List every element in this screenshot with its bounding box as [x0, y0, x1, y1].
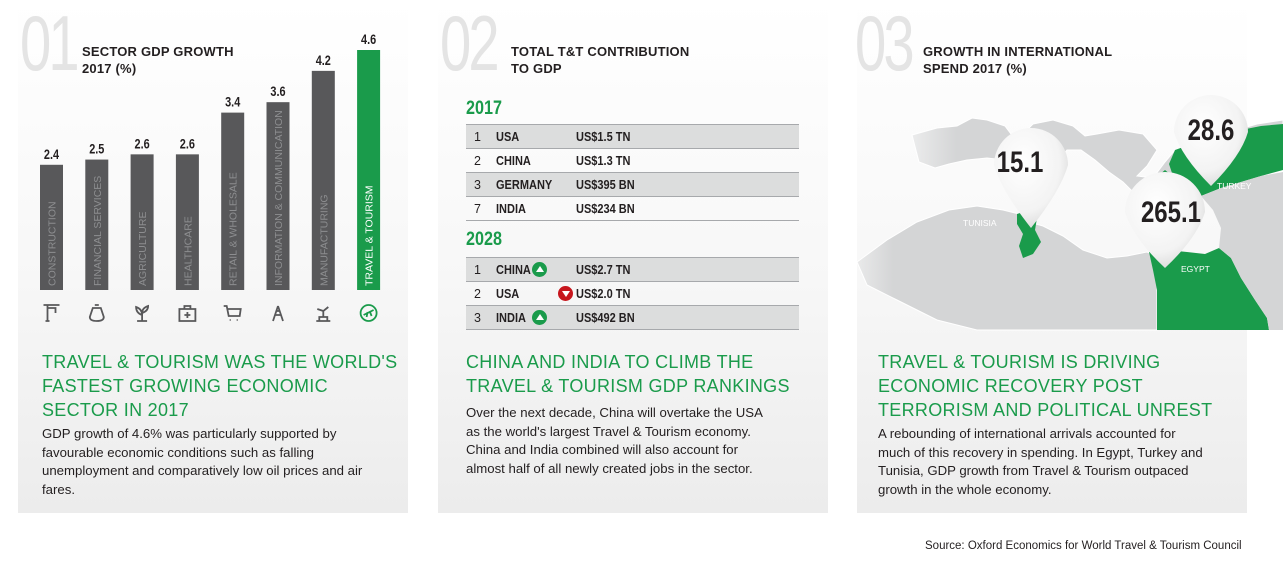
country: INDIA — [496, 202, 526, 216]
trend-down-icon — [558, 286, 573, 301]
headline-line: SECTOR IN 2017 — [42, 400, 189, 420]
gdp-value: US$234 BN — [576, 202, 635, 216]
airplane-icon — [361, 305, 377, 321]
panel-title-line: 2017 (%) — [82, 61, 137, 76]
marker-value-turkey: 28.6 — [1187, 112, 1235, 147]
table-row — [466, 173, 799, 197]
panel-body-text — [466, 404, 763, 478]
gdp-contribution-panel — [438, 0, 828, 513]
panel-headline — [466, 350, 790, 398]
crane-icon — [44, 305, 60, 321]
body-line: A rebounding of international arrivals accounted for — [878, 426, 1176, 441]
body-line: unemployment and comparatively low oil prices and air — [42, 463, 363, 478]
bar-value-label: 2.5 — [89, 141, 105, 157]
rank: 2 — [474, 154, 481, 168]
table-row — [466, 197, 799, 221]
ranking-table-2017 — [466, 124, 799, 221]
bar-value-label: 3.6 — [270, 83, 286, 100]
shopping-cart-icon — [224, 306, 241, 320]
table-row — [466, 306, 799, 330]
marker-value-tunisia: 15.1 — [996, 144, 1044, 179]
year-label-2028: 2028 — [466, 229, 502, 250]
country-label-tunisia: TUNISIA — [963, 218, 997, 228]
robot-arm-icon-glyph — [316, 307, 330, 321]
headline-line: CHINA AND INDIA TO CLIMB THE — [466, 352, 754, 372]
source-note: Source: Oxford Economics for World Travel & Tourism Council — [925, 540, 1242, 552]
bar-category-label: AGRICULTURE — [137, 211, 150, 286]
bar-value-label: 4.2 — [315, 52, 331, 69]
gdp-value: US$1.5 TN — [576, 130, 631, 144]
panel-body-text — [878, 425, 1203, 499]
international-spend-panel — [855, 0, 1252, 513]
body-line: almost half of all newly created jobs in the sector. — [466, 460, 753, 476]
body-line: much of this recovery in spending. In Egypt, Turkey and — [878, 444, 1203, 460]
headline-line: TERRORISM AND POLITICAL UNREST — [878, 400, 1213, 420]
bar-category-label: RETAIL & WHOLESALE — [227, 172, 240, 286]
body-line: China and India combined will also account for — [466, 442, 738, 457]
year-label-2017: 2017 — [466, 98, 502, 119]
bar-value-label: 2.6 — [134, 136, 150, 152]
body-line: Over the next decade, China will overtake the USA — [466, 405, 763, 420]
panel-number: 01 — [20, 0, 77, 87]
money-bag-icon — [90, 305, 104, 321]
panel-number: 02 — [440, 0, 497, 87]
trend-up-icon — [532, 310, 547, 325]
first-aid-icon-glyph — [179, 306, 195, 321]
table-row — [466, 258, 799, 282]
bar-value-label: 4.6 — [361, 31, 377, 48]
body-line: Tunisia, GDP growth from Travel & Tourism outpaced — [878, 463, 1189, 478]
country: GERMANY — [496, 178, 553, 192]
country: USA — [496, 287, 520, 301]
panel-body-text — [42, 425, 362, 499]
plant-icon-glyph — [136, 306, 148, 321]
country: USA — [496, 130, 520, 144]
country-label-egypt: EGYPT — [1181, 264, 1210, 274]
gdp-value: US$1.3 TN — [576, 154, 631, 168]
table-row — [466, 282, 799, 306]
bar-category-label: CONSTRUCTION — [46, 201, 59, 286]
bar-value-label: 2.4 — [43, 146, 60, 163]
rank: 3 — [474, 311, 481, 325]
body-line: growth in the whole economy. — [878, 481, 1052, 497]
panel-title-line: TO GDP — [511, 61, 562, 76]
headline-line: TRAVEL & TOURISM WAS THE WORLD'S — [42, 352, 398, 372]
marker-value-egypt: 265.1 — [1140, 194, 1202, 229]
body-line: GDP growth of 4.6% was particularly supported by — [42, 426, 337, 441]
plant-icon — [136, 306, 148, 321]
gdp-value: US$395 BN — [576, 178, 635, 192]
headline-line: TRAVEL & TOURISM GDP RANKINGS — [466, 376, 790, 396]
body-line: as the world's largest Travel & Tourism economy. — [466, 423, 751, 439]
ranking-table-2028 — [466, 257, 799, 330]
panel-title-line: SPEND 2017 (%) — [923, 61, 1027, 76]
headline-line: FASTEST GROWING ECONOMIC — [42, 376, 328, 396]
trend-up-icon — [532, 262, 547, 277]
bar-value-label: 2.6 — [179, 136, 195, 152]
rank: 7 — [474, 202, 481, 216]
headline-line: ECONOMIC RECOVERY POST — [878, 376, 1143, 396]
rank: 3 — [474, 178, 481, 192]
panel-title-line: SECTOR GDP GROWTH — [82, 44, 234, 59]
country: CHINA — [496, 154, 531, 168]
panel-title — [923, 43, 1112, 77]
table-row — [466, 125, 799, 149]
headline-line: TRAVEL & TOURISM IS DRIVING — [878, 352, 1161, 372]
bar-category-label: INFORMATION & COMMUNICATION — [273, 110, 285, 286]
rank: 1 — [474, 130, 481, 144]
airplane-icon-glyph — [361, 305, 377, 321]
bar-category-label: TRAVEL & TOURISM — [363, 185, 376, 286]
antenna-tower-icon-glyph — [273, 306, 283, 321]
rank: 1 — [474, 263, 481, 277]
crane-icon-glyph — [44, 305, 60, 321]
bar-value-label: 3.4 — [225, 94, 241, 110]
panel-title-line: TOTAL T&T CONTRIBUTION — [511, 44, 690, 59]
rank: 2 — [474, 287, 481, 301]
panel-number: 03 — [855, 0, 912, 87]
first-aid-icon — [179, 306, 195, 321]
table-row — [466, 149, 799, 173]
money-bag-icon-glyph — [90, 305, 104, 321]
north-africa-landmass — [857, 206, 1157, 330]
country: CHINA — [496, 263, 531, 277]
gdp-value: US$2.0 TN — [576, 287, 631, 301]
bar-category-label: FINANCIAL SERVICES — [91, 175, 104, 286]
panel-headline — [42, 350, 397, 422]
shopping-cart-icon-glyph — [224, 306, 241, 320]
sector-gdp-bar-chart — [40, 30, 390, 335]
gdp-value: US$492 BN — [576, 311, 635, 325]
country: INDIA — [496, 311, 526, 325]
robot-arm-icon — [316, 307, 330, 321]
panel-title — [511, 43, 689, 77]
bar-category-label: MANUFACTURING — [318, 194, 331, 286]
body-line: favourable economic conditions such as falling — [42, 444, 314, 460]
country-label-turkey: TURKEY — [1217, 181, 1252, 191]
bar-category-label: HEALTHCARE — [182, 216, 195, 286]
body-line: fares. — [42, 481, 75, 497]
antenna-tower-icon — [273, 306, 283, 321]
panel-headline — [878, 350, 1212, 422]
panel-title-line: GROWTH IN INTERNATIONAL — [923, 44, 1113, 59]
sector-gdp-growth-panel — [18, 0, 408, 513]
gdp-value: US$2.7 TN — [576, 263, 631, 277]
